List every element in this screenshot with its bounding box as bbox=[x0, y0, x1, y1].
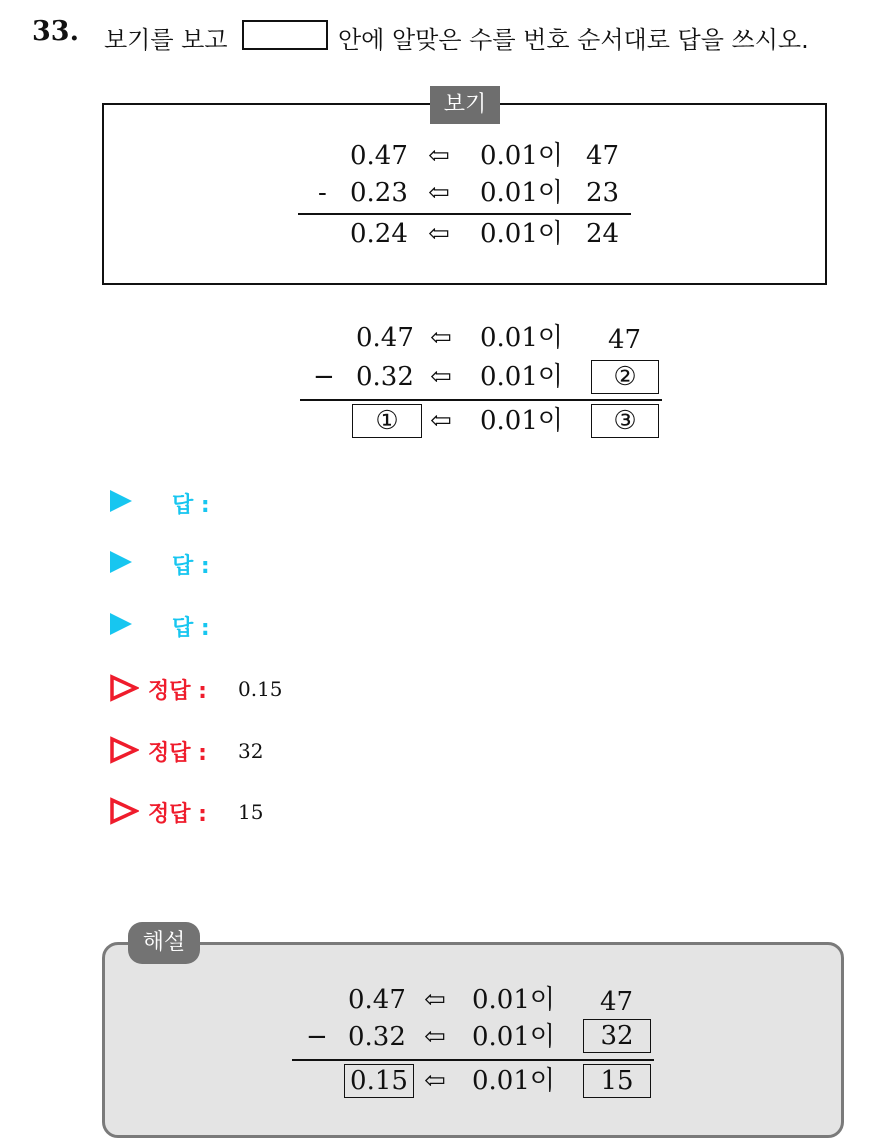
arrow-left-icon: ⇦ bbox=[430, 362, 452, 392]
example-count: 23 bbox=[586, 178, 620, 208]
example-decimal: 0.24 bbox=[350, 219, 408, 249]
arrow-left-icon: ⇦ bbox=[424, 985, 446, 1015]
example-count: 47 bbox=[586, 141, 620, 171]
explanation-unit: 0.01이 bbox=[472, 985, 556, 1015]
explanation-unit: 0.01이 bbox=[472, 1022, 556, 1052]
question-text-before: 보기를 보고 bbox=[104, 26, 228, 54]
answer-blank-2: ② bbox=[591, 360, 659, 394]
arrow-left-icon: ⇦ bbox=[430, 406, 452, 436]
answer-label: 답 : bbox=[172, 493, 210, 518]
explanation-decimal: 0.47 bbox=[348, 985, 406, 1015]
example-label: 보기 bbox=[430, 86, 500, 124]
arrow-left-icon: ⇦ bbox=[430, 323, 452, 353]
example-count: 24 bbox=[586, 219, 620, 249]
problem-unit: 0.01이 bbox=[480, 323, 564, 353]
answer-blank-1: ① bbox=[352, 404, 422, 438]
solution-label: 정답 : bbox=[148, 802, 207, 827]
arrow-left-icon: ⇦ bbox=[424, 1022, 446, 1052]
example-box bbox=[102, 103, 827, 285]
minus-sign: − bbox=[313, 362, 335, 392]
arrow-left-icon: ⇦ bbox=[424, 1066, 446, 1096]
solution-value: 0.15 bbox=[238, 677, 283, 701]
example-unit: 0.01이 bbox=[480, 178, 564, 208]
answer-label: 답 : bbox=[172, 616, 210, 641]
explanation-label: 해설 bbox=[128, 922, 200, 964]
problem-decimal: 0.32 bbox=[356, 362, 414, 392]
question-text-after: 안에 알맞은 수를 번호 순서대로 답을 쓰시오. bbox=[338, 26, 809, 54]
minus-sign: - bbox=[318, 178, 327, 208]
solution-value: 32 bbox=[238, 739, 264, 763]
example-decimal: 0.23 bbox=[350, 178, 408, 208]
arrow-left-icon: ⇦ bbox=[428, 219, 450, 249]
minus-sign: − bbox=[306, 1022, 328, 1052]
explanation-count: 47 bbox=[600, 987, 634, 1017]
filled-blank-3: 15 bbox=[583, 1064, 651, 1098]
example-unit: 0.01이 bbox=[480, 219, 564, 249]
question-number: 33. bbox=[32, 16, 79, 47]
outline-triangle-icon bbox=[109, 736, 139, 764]
example-unit: 0.01이 bbox=[480, 141, 564, 171]
explanation-unit: 0.01이 bbox=[472, 1066, 556, 1096]
problem-unit: 0.01이 bbox=[480, 362, 564, 392]
explanation-decimal: 0.32 bbox=[348, 1022, 406, 1052]
problem-count: 47 bbox=[608, 325, 642, 355]
play-triangle-icon bbox=[110, 613, 132, 635]
outline-triangle-icon bbox=[109, 797, 139, 825]
example-divider bbox=[298, 213, 631, 215]
explanation-divider bbox=[292, 1059, 654, 1061]
filled-blank-1: 0.15 bbox=[344, 1064, 414, 1098]
answer-label: 답 : bbox=[172, 554, 210, 579]
arrow-left-icon: ⇦ bbox=[428, 141, 450, 171]
problem-unit: 0.01이 bbox=[480, 406, 564, 436]
solution-value: 15 bbox=[238, 800, 264, 824]
blank-box bbox=[242, 20, 328, 50]
problem-decimal: 0.47 bbox=[356, 323, 414, 353]
arrow-left-icon: ⇦ bbox=[428, 178, 450, 208]
solution-label: 정답 : bbox=[148, 679, 207, 704]
solution-label: 정답 : bbox=[148, 741, 207, 766]
play-triangle-icon bbox=[110, 490, 132, 512]
answer-blank-3: ③ bbox=[591, 404, 659, 438]
play-triangle-icon bbox=[110, 551, 132, 573]
problem-divider bbox=[300, 399, 662, 401]
filled-blank-2: 32 bbox=[583, 1019, 651, 1053]
example-decimal: 0.47 bbox=[350, 141, 408, 171]
outline-triangle-icon bbox=[109, 674, 139, 702]
